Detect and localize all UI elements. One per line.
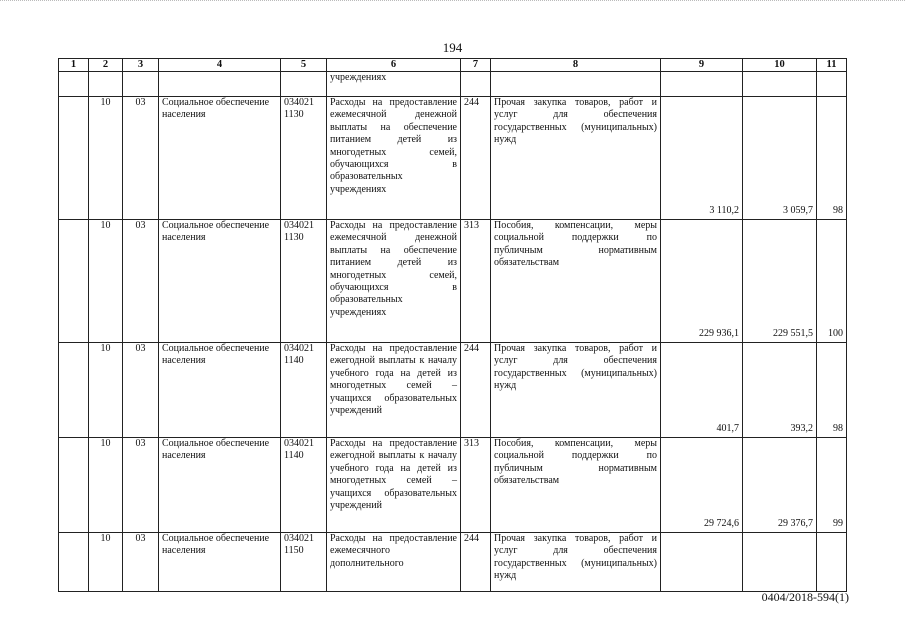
table-cell bbox=[817, 72, 847, 97]
table-row bbox=[59, 220, 847, 343]
page-number: 194 bbox=[442, 40, 463, 55]
table-cell bbox=[661, 533, 743, 592]
table-cell: 034021 1150 bbox=[281, 533, 327, 592]
table-cell: Прочая закупка товаров, работ и услуг для обеспечения государственных (муниципальных) нужд bbox=[491, 343, 661, 438]
table-cell: 03 bbox=[123, 97, 159, 220]
table-row bbox=[59, 438, 847, 533]
scan-edge bbox=[0, 0, 905, 4]
table-cell: 229 551,5 bbox=[743, 220, 817, 343]
table-cell: 29 376,7 bbox=[743, 438, 817, 533]
table-cell bbox=[59, 438, 89, 533]
table-cell: 10 bbox=[89, 97, 123, 220]
col-header: 9 bbox=[661, 59, 743, 72]
table-cell bbox=[817, 533, 847, 592]
budget-table bbox=[58, 58, 847, 592]
col-header: 3 bbox=[123, 59, 159, 72]
header-row bbox=[59, 59, 847, 72]
col-header: 10 bbox=[743, 59, 817, 72]
table-cell: 034021 1130 bbox=[281, 220, 327, 343]
col-header: 2 bbox=[89, 59, 123, 72]
table-cell bbox=[743, 533, 817, 592]
table-cell: 03 bbox=[123, 343, 159, 438]
table-cell: 401,7 bbox=[661, 343, 743, 438]
table-cell: Расходы на предоставление ежегодной выплаты к началу учебного года на детей из многодетных семей – учащихся образовательных учреждений bbox=[327, 343, 461, 438]
table-cell: 313 bbox=[461, 438, 491, 533]
col-header: 8 bbox=[491, 59, 661, 72]
table-cell: 229 936,1 bbox=[661, 220, 743, 343]
table-cell: 10 bbox=[89, 343, 123, 438]
col-header: 4 bbox=[159, 59, 281, 72]
table-cell: 100 bbox=[817, 220, 847, 343]
table-cell bbox=[461, 72, 491, 97]
table-row bbox=[59, 72, 847, 97]
table-cell bbox=[743, 72, 817, 97]
table-cell: 29 724,6 bbox=[661, 438, 743, 533]
table-cell: 03 bbox=[123, 438, 159, 533]
table-cell: Социальное обеспечение населения bbox=[159, 533, 281, 592]
table-cell: Пособия, компенсации, меры социальной поддержки по публичным нормативным обязательствам bbox=[491, 220, 661, 343]
table-cell: 313 bbox=[461, 220, 491, 343]
table-cell: 03 bbox=[123, 220, 159, 343]
table-cell: Прочая закупка товаров, работ и услуг для обеспечения государственных (муниципальных) нужд bbox=[491, 533, 661, 592]
table-cell: 98 bbox=[817, 343, 847, 438]
col-header: 6 bbox=[327, 59, 461, 72]
table-row bbox=[59, 97, 847, 220]
table-cell bbox=[89, 72, 123, 97]
table-cell: Социальное обеспечение населения bbox=[159, 438, 281, 533]
table-cell bbox=[59, 343, 89, 438]
table-cell: Расходы на предоставление ежемесячной денежной выплаты на обеспечение питанием детей из многодетных семей, обучающихся в образовательных учреждениях bbox=[327, 97, 461, 220]
table-cell: 98 bbox=[817, 97, 847, 220]
table-cell bbox=[281, 72, 327, 97]
table-cell: Пособия, компенсации, меры социальной поддержки по публичным нормативным обязательствам bbox=[491, 438, 661, 533]
table-cell: Прочая закупка товаров, работ и услуг для обеспечения государственных (муниципальных) нужд bbox=[491, 97, 661, 220]
table-cell: 03 bbox=[123, 533, 159, 592]
table-cell bbox=[59, 97, 89, 220]
table-cell: Расходы на предоставление ежемесячного дополнительного bbox=[327, 533, 461, 592]
table-cell: 244 bbox=[461, 343, 491, 438]
table-cell bbox=[491, 72, 661, 97]
table-cell: 244 bbox=[461, 533, 491, 592]
table-cell: 034021 1140 bbox=[281, 438, 327, 533]
table-cell bbox=[59, 533, 89, 592]
col-header: 1 bbox=[59, 59, 89, 72]
table-cell bbox=[159, 72, 281, 97]
table-cell: Расходы на предоставление ежегодной выплаты к началу учебного года на детей из многодетных семей – учащихся образовательных учреждений bbox=[327, 438, 461, 533]
table-cell bbox=[59, 72, 89, 97]
col-header: 5 bbox=[281, 59, 327, 72]
table-cell: учреждениях bbox=[327, 72, 461, 97]
col-header: 11 bbox=[817, 59, 847, 72]
table-cell: 393,2 bbox=[743, 343, 817, 438]
table-cell: Социальное обеспечение населения bbox=[159, 220, 281, 343]
table-cell bbox=[59, 220, 89, 343]
table-cell bbox=[123, 72, 159, 97]
table-row bbox=[59, 343, 847, 438]
col-header: 7 bbox=[461, 59, 491, 72]
table-cell: Социальное обеспечение населения bbox=[159, 343, 281, 438]
table-cell: 3 110,2 bbox=[661, 97, 743, 220]
table-cell: 99 bbox=[817, 438, 847, 533]
document-code: 0404/2018-594(1) bbox=[761, 590, 849, 604]
table-cell: 3 059,7 bbox=[743, 97, 817, 220]
table-cell: 10 bbox=[89, 533, 123, 592]
table-cell: 10 bbox=[89, 220, 123, 343]
table-cell: Социальное обеспечение населения bbox=[159, 97, 281, 220]
table-row bbox=[59, 533, 847, 592]
table-cell bbox=[661, 72, 743, 97]
table-cell: 244 bbox=[461, 97, 491, 220]
table-cell: 10 bbox=[89, 438, 123, 533]
table-cell: 034021 1140 bbox=[281, 343, 327, 438]
table-cell: 034021 1130 bbox=[281, 97, 327, 220]
table-cell: Расходы на предоставление ежемесячной денежной выплаты на обеспечение питанием детей из многодетных семей, обучающихся в образовательных учреждениях bbox=[327, 220, 461, 343]
